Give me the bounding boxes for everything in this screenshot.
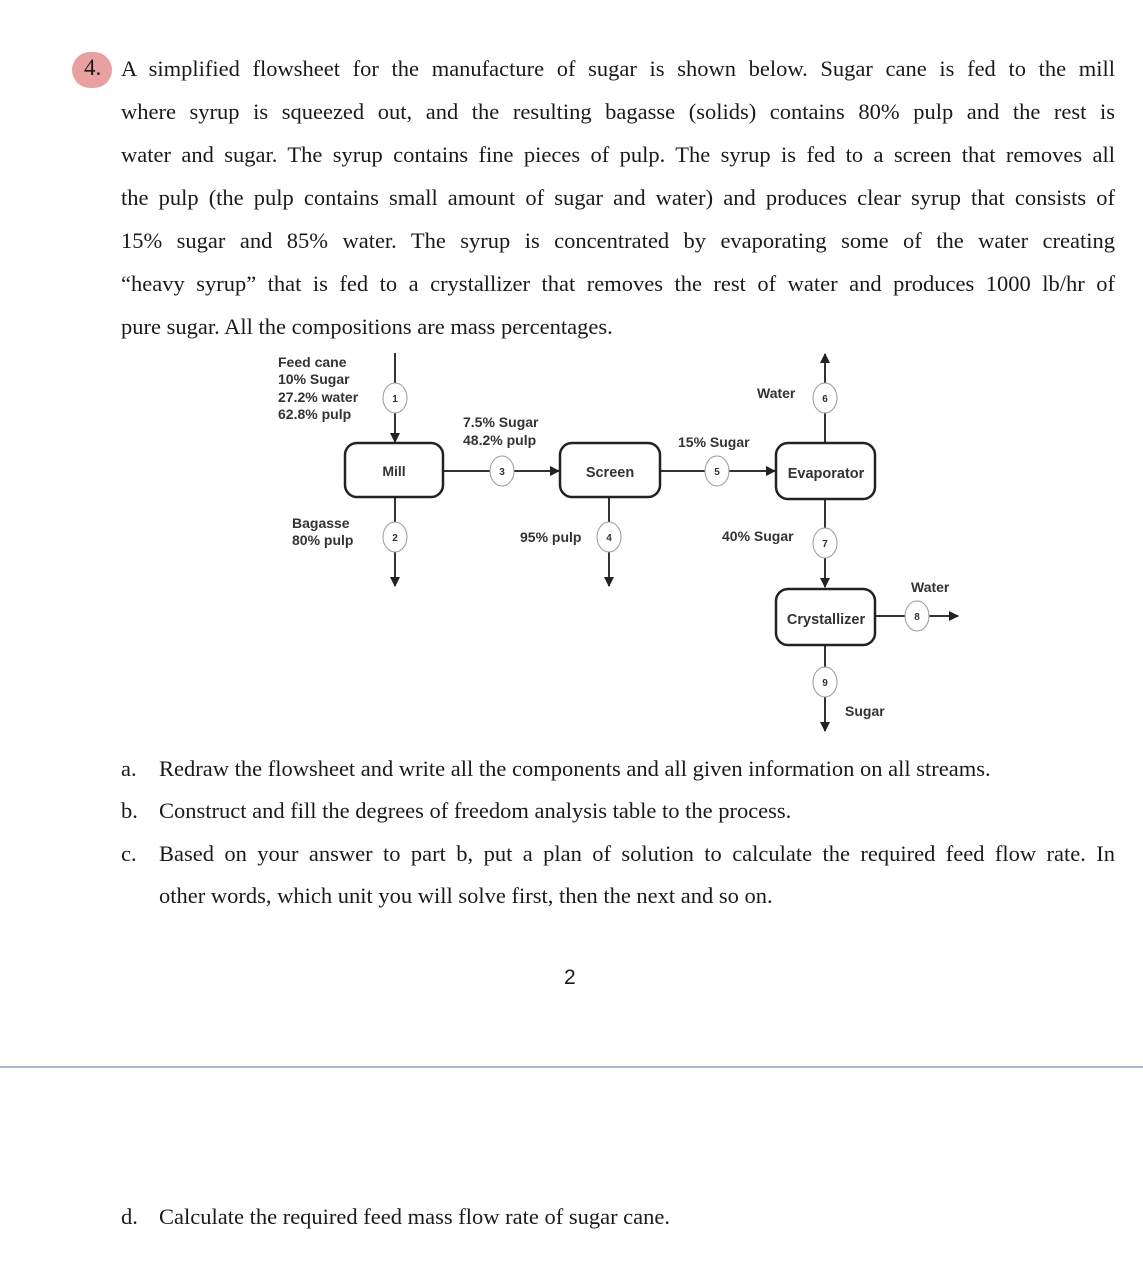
stream-8-label: Water [911,579,950,595]
svg-text:5: 5 [714,467,720,478]
part-c-text: Based on your answer to part b, put a plan of solution to calculate the required feed flow rate. In [159,841,1115,866]
svg-text:4: 4 [606,533,612,544]
crystallizer-label: Crystallizer [786,612,866,628]
evaporator-label: Evaporator [787,466,865,482]
svg-text:3: 3 [499,467,505,478]
question-text-line: where syrup is squeezed out, and the resulting bagasse (solids) contains 80% pulp and the rest is [121,99,1115,124]
page-divider [0,1066,1143,1068]
svg-text:Bagasse: Bagasse [292,515,350,531]
stream-1-marker [383,383,407,413]
svg-text:48.2% pulp: 48.2% pulp [463,432,537,448]
part-d-label: d. [121,1204,138,1229]
svg-text:6: 6 [822,394,828,405]
part-b-label: b. [121,798,138,823]
part-c-text: other words, which unit you will solve first, then the next and so on. [159,883,773,908]
stream-7-marker [813,528,837,558]
bagasse-label [292,515,353,548]
question-number: 4. [84,55,102,80]
svg-text:7: 7 [822,539,828,550]
stream-9-marker [813,667,837,697]
part-b-text: Construct and fill the degrees of freedom analysis table to the process. [159,798,792,823]
svg-text:7.5% Sugar: 7.5% Sugar [463,414,539,430]
svg-text:9: 9 [822,678,828,689]
stream-4-marker [597,522,621,552]
part-a-label: a. [121,756,137,781]
question-text-line: “heavy syrup” that is fed to a crystallizer that removes the rest of water and produces 1000 lb/hr of [121,271,1115,296]
question-text-line: the pulp (the pulp contains small amount of sugar and water) and produces clear syrup that consists of [121,185,1115,210]
stream-3-marker [490,456,514,486]
svg-text:8: 8 [914,612,920,623]
stream-5-marker [705,456,729,486]
stream-5-label: 15% Sugar [678,434,750,450]
svg-text:1: 1 [392,394,398,405]
part-a-text: Redraw the flowsheet and write all the components and all given information on all streams. [159,756,991,781]
svg-text:80% pulp: 80% pulp [292,532,354,548]
stream-6-label: Water [757,385,796,401]
page-number: 2 [564,966,576,989]
question-text-line: A simplified flowsheet for the manufacture of sugar is shown below. Sugar cane is fed to the mill [121,56,1115,81]
svg-text:2: 2 [392,533,398,544]
stream-7-label: 40% Sugar [722,528,794,544]
feed-cane-label [278,354,359,422]
svg-text:10% Sugar: 10% Sugar [278,371,350,387]
stream-8-marker [905,601,929,631]
stream-2-marker [383,522,407,552]
svg-text:27.2% water: 27.2% water [278,389,359,405]
part-c-label: c. [121,841,137,866]
stream-3-label [463,414,539,448]
question-text-line: 15% sugar and 85% water. The syrup is concentrated by evaporating some of the water creating [121,228,1115,253]
stream-6-marker [813,383,837,413]
part-d-text: Calculate the required feed mass flow rate of sugar cane. [159,1204,671,1229]
svg-text:Feed cane: Feed cane [278,354,347,370]
stream-9-label: Sugar [845,703,885,719]
question-text-line: water and sugar. The syrup contains fine pieces of pulp. The syrup is fed to a screen that removes all [121,142,1115,167]
screen-label: Screen [585,465,635,481]
mill-label: Mill [382,463,406,479]
question-text-line: pure sugar. All the compositions are mass percentages. [121,314,613,339]
svg-text:62.8% pulp: 62.8% pulp [278,406,352,422]
stream-4-label: 95% pulp [520,529,582,545]
